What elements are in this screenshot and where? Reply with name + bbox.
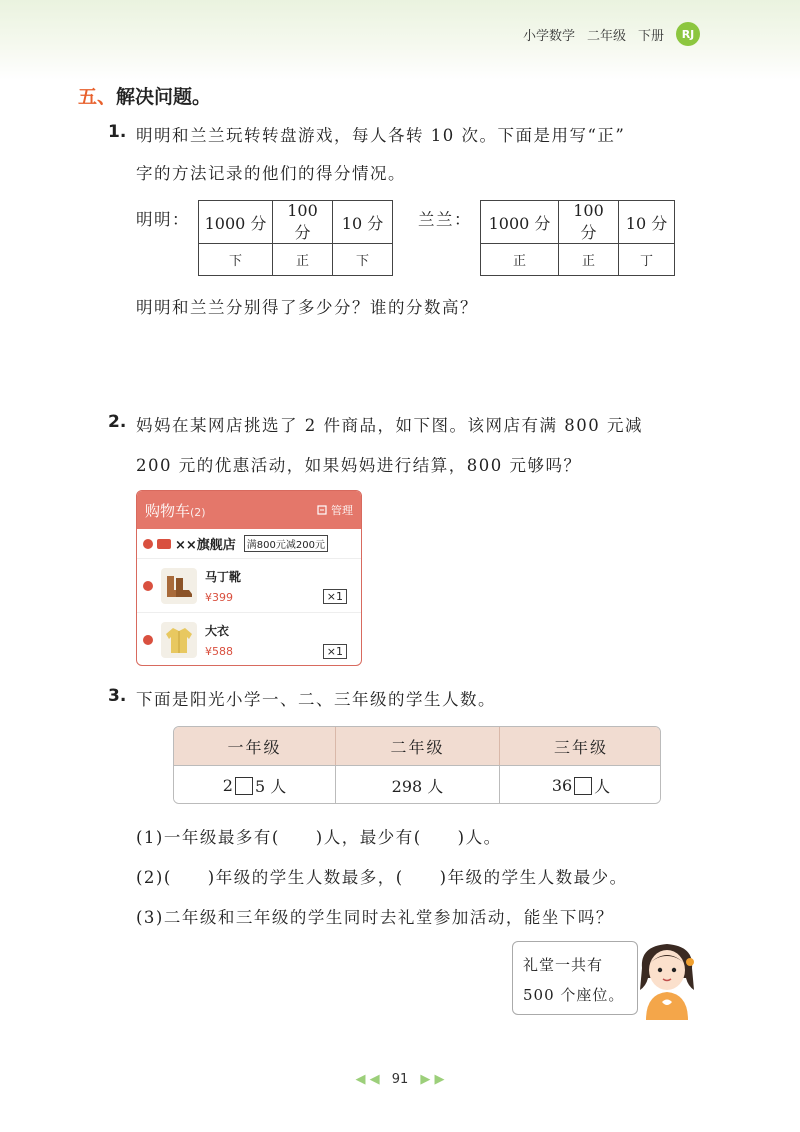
section-title xyxy=(78,82,211,109)
store-icon xyxy=(157,539,171,549)
item-check-icon xyxy=(143,581,153,591)
boots-info xyxy=(205,568,241,604)
page-footer xyxy=(0,1072,800,1087)
shop-check-icon xyxy=(143,539,153,549)
mingming-header-100: 100 分 xyxy=(273,201,333,244)
boots-icon xyxy=(164,572,194,600)
cart-item-boots xyxy=(137,559,361,613)
cart-shop-row xyxy=(137,529,361,559)
shopping-cart-card xyxy=(136,490,362,666)
shop-name: ××旗舰店 xyxy=(175,538,236,553)
grade-students-table xyxy=(173,726,661,804)
footer-right-arrows: ▶ ▶ xyxy=(420,1072,445,1087)
boots-name: 马丁靴 xyxy=(205,569,242,584)
lanlan-tally-1000: 正 xyxy=(481,244,559,276)
grade3-count-prefix: 36 xyxy=(551,776,573,795)
q1-line2: 字的方法记录的他们的得分情况。 xyxy=(136,164,406,183)
grade3-blank-box xyxy=(574,777,592,795)
coat-name: 大衣 xyxy=(205,624,230,638)
cart-item-coat xyxy=(137,613,361,666)
girl-illustration xyxy=(632,938,702,1020)
q1-line1: 明明和兰兰玩转转盘游戏，每人各转 10 次。下面是用写“正” xyxy=(136,126,626,145)
section-number: 五、 xyxy=(78,86,117,108)
page-header xyxy=(523,22,700,46)
q3-number: 3. xyxy=(108,686,127,706)
cart-count: (2) xyxy=(190,505,206,519)
mingming-label: 明明： xyxy=(136,210,190,229)
q2-line2: 200 元的优惠活动，如果妈妈进行结算，800 元够吗？ xyxy=(136,456,582,475)
grade1-blank-box xyxy=(235,777,253,795)
grade2-count: 298 人 xyxy=(336,765,500,804)
mingming-score-table xyxy=(198,200,393,276)
cart-manage xyxy=(317,502,353,518)
coat-icon xyxy=(164,625,194,655)
q3-sub1: (1)一年级最多有( )人，最少有( )人。 xyxy=(136,828,502,847)
mingming-tally-10: 下 xyxy=(333,244,393,276)
q1-question: 明明和兰兰分别得了多少分？谁的分数高？ xyxy=(136,298,478,317)
cart-title: 购物车 xyxy=(145,501,191,520)
boots-price: ¥399 xyxy=(205,590,233,604)
manage-icon xyxy=(317,505,327,515)
lanlan-tally-100: 正 xyxy=(559,244,619,276)
lanlan-header-10: 10 分 xyxy=(619,201,675,244)
bubble-line1: 礼堂一共有 xyxy=(523,956,604,974)
coat-qty: ×1 xyxy=(323,644,347,659)
page-number: 91 xyxy=(391,1072,409,1087)
q3-line1: 下面是阳光小学一、二、三年级的学生人数。 xyxy=(136,690,496,709)
mingming-header-1000: 1000 分 xyxy=(199,201,273,244)
boots-image xyxy=(161,568,197,604)
mingming-tally-100: 正 xyxy=(273,244,333,276)
speech-bubble xyxy=(512,941,638,1015)
grade1-count-prefix: 2 xyxy=(222,776,233,795)
section-title-text: 解决问题。 xyxy=(116,86,212,108)
grade1-count-suffix: 5 人 xyxy=(254,777,287,796)
lanlan-tally-10: 丁 xyxy=(619,244,675,276)
cart-title-wrap xyxy=(145,500,206,521)
grade3-header: 三年级 xyxy=(500,727,661,765)
header-grade: 二年级 xyxy=(586,28,626,44)
lanlan-header-1000: 1000 分 xyxy=(481,201,559,244)
boots-qty: ×1 xyxy=(323,589,347,604)
grade3-count xyxy=(500,765,661,804)
header-subject: 小学数学 xyxy=(522,28,575,44)
coat-info xyxy=(205,622,233,658)
cart-header xyxy=(137,491,361,529)
q3-sub2: (2)( )年级的学生人数最多，( )年级的学生人数最少。 xyxy=(136,868,628,887)
rj-badge: RJ xyxy=(676,22,700,46)
q3-sub3: (3)二年级和三年级的学生同时去礼堂参加活动，能坐下吗？ xyxy=(136,908,614,927)
coat-price: ¥588 xyxy=(205,645,233,658)
promo-badge: 满800元减200元 xyxy=(244,535,328,552)
q1-number: 1. xyxy=(108,122,127,142)
lanlan-header-100: 100 分 xyxy=(559,201,619,244)
mingming-header-10: 10 分 xyxy=(333,201,393,244)
grade2-header: 二年级 xyxy=(336,727,500,765)
q2-line1: 妈妈在某网店挑选了 2 件商品，如下图。该网店有满 800 元减 xyxy=(136,416,643,435)
grade3-count-suffix: 人 xyxy=(594,777,611,796)
lanlan-label: 兰兰： xyxy=(418,210,472,229)
bubble-line2: 500 个座位。 xyxy=(523,986,625,1004)
lanlan-score-table xyxy=(480,200,675,276)
q2-number: 2. xyxy=(108,412,127,432)
cart-manage-label: 管理 xyxy=(331,504,353,517)
coat-image xyxy=(161,622,197,658)
mingming-tally-1000: 下 xyxy=(199,244,273,276)
item-check-icon xyxy=(143,635,153,645)
footer-left-arrows: ◀ ◀ xyxy=(355,1072,380,1087)
header-volume: 下册 xyxy=(637,28,664,44)
grade1-header: 一年级 xyxy=(174,727,336,765)
grade1-count xyxy=(174,765,336,804)
